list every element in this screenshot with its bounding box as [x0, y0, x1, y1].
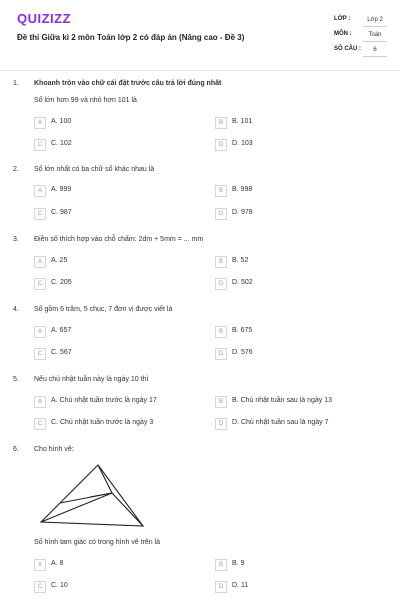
option-text: B. 998: [232, 186, 253, 193]
option-text: B. 9: [232, 560, 245, 567]
question-text: Số lớn nhất có ba chữ số khác nhau là: [34, 166, 155, 173]
option-text: D. Chủ nhật tuần sau là ngày 7: [232, 419, 329, 426]
question-text: Điền số thích hợp vào chỗ chấm: 2dm + 5mm = ... mm: [34, 236, 204, 243]
question-number: 2.: [13, 166, 19, 173]
option-letter-box[interactable]: D: [215, 208, 227, 220]
option-letter-box[interactable]: B: [215, 559, 227, 571]
option-letter-box[interactable]: B: [215, 326, 227, 338]
quiz-header: [0, 0, 400, 71]
outer-triangle: [41, 465, 143, 526]
question-subtext: Số hình tam giác có trong hình vẽ trên là: [34, 539, 161, 546]
question-subtext: Số lớn hơn 99 và nhỏ hơn 101 là: [34, 97, 137, 104]
option-text: D. 576: [232, 349, 253, 356]
option-letter-box[interactable]: A: [34, 559, 46, 571]
option-text: B. 52: [232, 257, 249, 264]
option-letter-box[interactable]: C: [34, 418, 46, 430]
option-letter-box[interactable]: B: [215, 396, 227, 408]
question-number: 5.: [13, 376, 19, 383]
option-text: C. 10: [51, 582, 68, 589]
option-letter-box[interactable]: C: [34, 208, 46, 220]
question-text: Số gồm 6 trăm, 5 chục, 7 đơn vị được viết là: [34, 306, 173, 313]
option-text: C. 205: [51, 279, 72, 286]
option-letter-box[interactable]: A: [34, 256, 46, 268]
option-text: A. 100: [51, 118, 72, 125]
question-text: Nếu chủ nhật tuần này là ngày 10 thì: [34, 376, 149, 383]
option-text: C. Chủ nhật tuần trước là ngày 3: [51, 419, 154, 426]
question-text: Cho hình vẽ:: [34, 446, 74, 453]
option-letter-box[interactable]: A: [34, 185, 46, 197]
meta-label: LỚP :: [334, 16, 351, 22]
meta-value: Lớp 2: [363, 16, 387, 27]
option-text: A. Chủ nhật tuần trước là ngày 17: [51, 397, 157, 404]
question-text: Khoanh tròn vào chữ cái đặt trước câu trả lời đúng nhất: [34, 80, 222, 87]
option-text: B. 675: [232, 327, 253, 334]
option-text: A. 8: [51, 560, 64, 567]
meta-value: 6: [363, 46, 387, 57]
option-text: B. Chủ nhật tuần sau là ngày 13: [232, 397, 333, 404]
option-text: A. 999: [51, 186, 72, 193]
option-letter-box[interactable]: D: [215, 348, 227, 360]
option-letter-box[interactable]: D: [215, 581, 227, 593]
option-letter-box[interactable]: B: [215, 185, 227, 197]
option-letter-box[interactable]: C: [34, 278, 46, 290]
question-number: 3.: [13, 236, 19, 243]
option-letter-box[interactable]: A: [34, 396, 46, 408]
question-number: 4.: [13, 306, 19, 313]
option-text: D. 978: [232, 209, 253, 216]
option-letter-box[interactable]: C: [34, 581, 46, 593]
option-text: D. 11: [232, 582, 249, 589]
meta-label: SỐ CÂU :: [334, 46, 361, 52]
meta-label: MÔN :: [334, 31, 352, 37]
triangle-figure: [40, 463, 144, 529]
inner-line: [98, 465, 112, 493]
option-letter-box[interactable]: A: [34, 117, 46, 129]
option-letter-box[interactable]: C: [34, 139, 46, 151]
question-number: 1.: [13, 80, 19, 87]
option-letter-box[interactable]: A: [34, 326, 46, 338]
option-text: C. 567: [51, 349, 72, 356]
option-text: C. 102: [51, 140, 72, 147]
option-letter-box[interactable]: D: [215, 418, 227, 430]
question-number: 6.: [13, 446, 19, 453]
inner-line: [41, 493, 112, 522]
option-letter-box[interactable]: B: [215, 256, 227, 268]
option-text: C. 987: [51, 209, 72, 216]
option-letter-box[interactable]: C: [34, 348, 46, 360]
option-text: D. 103: [232, 140, 253, 147]
meta-value: Toán: [363, 31, 387, 42]
option-text: B. 101: [232, 118, 253, 125]
inner-line: [112, 493, 143, 526]
quizizz-logo[interactable]: QUIZIZZ: [17, 11, 72, 26]
option-text: A. 657: [51, 327, 72, 334]
option-letter-box[interactable]: B: [215, 117, 227, 129]
option-letter-box[interactable]: D: [215, 139, 227, 151]
page-title: Đề thi Giữa kì 2 môn Toán lớp 2 có đáp án (Nâng cao - Đề 3): [17, 33, 245, 42]
option-text: A. 25: [51, 257, 68, 264]
option-letter-box[interactable]: D: [215, 278, 227, 290]
option-text: D. 502: [232, 279, 253, 286]
